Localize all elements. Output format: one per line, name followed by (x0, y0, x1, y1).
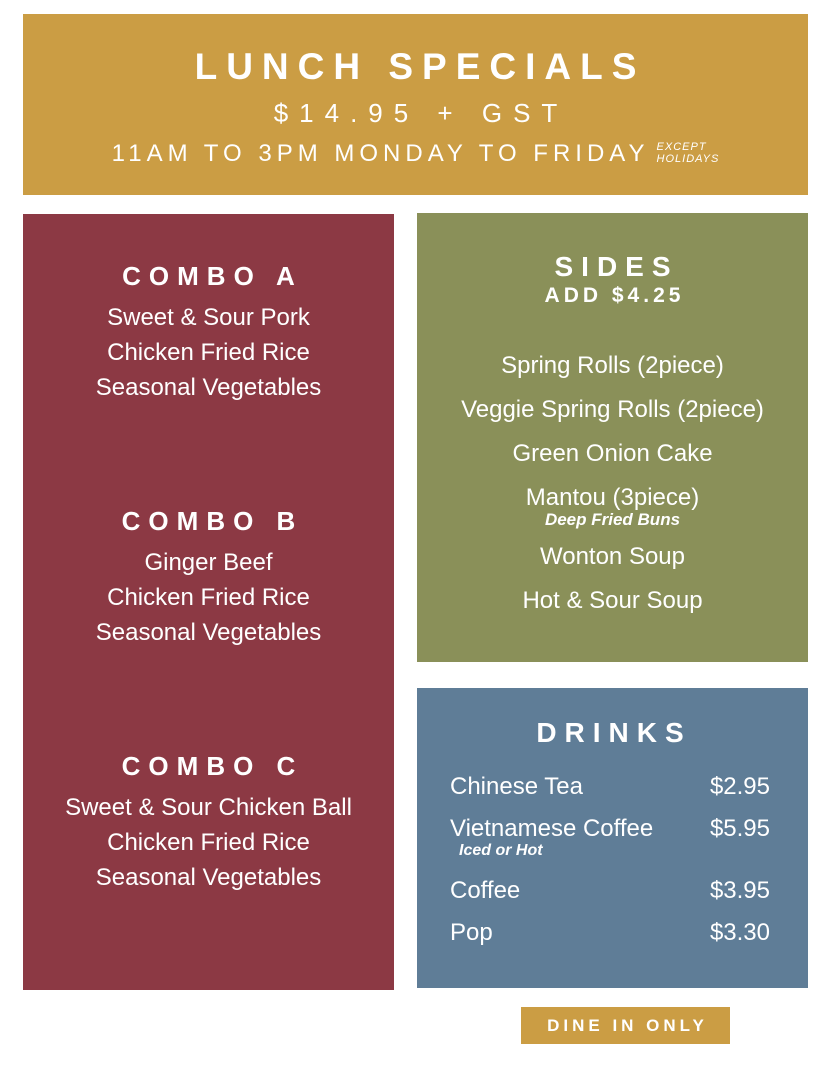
combo-b-title: COMBO B (121, 506, 304, 536)
side-item: Spring Rolls (2piece) (501, 352, 724, 379)
drink-name: Pop (450, 919, 493, 946)
combo-a-title: COMBO A (122, 261, 303, 291)
combo-a-item: Seasonal Vegetables (95, 374, 322, 401)
page-title: LUNCH SPECIALS (194, 45, 646, 87)
side-item: Wonton Soup (540, 543, 685, 570)
combo-c-section (23, 750, 394, 895)
drink-price: $3.95 (709, 877, 770, 904)
combo-c-item: Chicken Fried Rice (107, 829, 310, 856)
combo-c-item: Seasonal Vegetables (95, 864, 322, 891)
drink-row (450, 912, 770, 954)
banner-note-line1: EXCEPT (656, 140, 707, 153)
banner-hours-text: 11AM TO 3PM MONDAY TO FRIDAY (111, 139, 650, 167)
drink-row (450, 766, 770, 808)
drinks-panel (417, 688, 808, 988)
banner-hours-note (657, 141, 720, 165)
combo-c-title: COMBO C (121, 751, 304, 781)
drink-name: Chinese Tea (450, 773, 583, 800)
combo-b-item: Chicken Fried Rice (107, 584, 310, 611)
banner-price: $14.95 + GST (273, 97, 569, 128)
combo-b-section (23, 505, 394, 650)
drink-row (450, 870, 770, 912)
side-item-note: Deep Fried Buns (544, 510, 681, 529)
drink-note: Iced or Hot (459, 842, 543, 859)
combo-b-item: Seasonal Vegetables (95, 619, 322, 646)
combos-panel (23, 214, 394, 990)
banner-note-line2: HOLIDAYS (656, 152, 720, 165)
drink-name: Coffee (450, 877, 521, 904)
drink-price: $5.95 (709, 815, 770, 842)
side-item: Hot & Sour Soup (522, 587, 703, 614)
drinks-title: DRINKS (536, 717, 692, 748)
dine-in-only-badge: DINE IN ONLY (521, 1007, 730, 1044)
drinks-list (450, 766, 770, 954)
side-item: Mantou (3piece) (525, 484, 700, 511)
combo-a-item: Chicken Fried Rice (107, 339, 310, 366)
combo-b-item: Ginger Beef (144, 549, 273, 576)
combo-a-section (23, 260, 394, 405)
sides-list (417, 344, 808, 623)
combo-a-item: Sweet & Sour Pork (107, 304, 310, 331)
side-item: Green Onion Cake (512, 440, 713, 467)
sides-subtitle: ADD $4.25 (544, 284, 685, 307)
drink-name: Vietnamese Coffee (450, 815, 654, 842)
banner (23, 14, 808, 195)
drink-price: $2.95 (709, 773, 770, 800)
drink-price: $3.30 (709, 919, 770, 946)
banner-hours (112, 140, 720, 168)
side-item: Veggie Spring Rolls (2piece) (461, 396, 764, 423)
sides-title: SIDES (554, 251, 679, 282)
sides-panel (417, 213, 808, 662)
combo-c-item: Sweet & Sour Chicken Ball (65, 794, 352, 821)
